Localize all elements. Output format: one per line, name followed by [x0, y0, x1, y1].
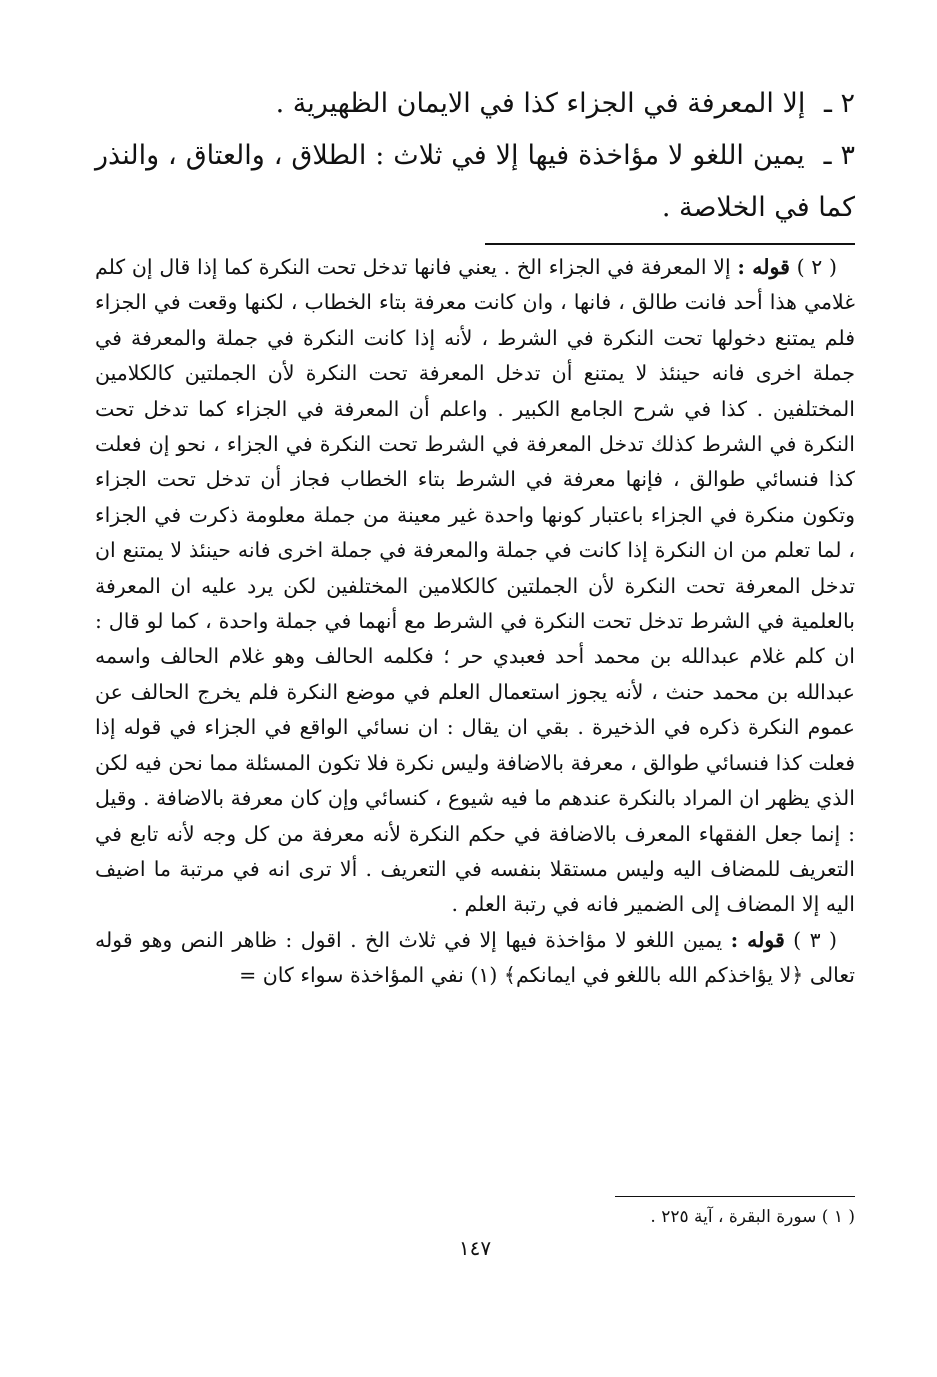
main-item-text: يمين اللغو لا مؤاخذة فيها إلا في ثلاث : الطلاق ، والعتاق ، والنذر كما في الخلاصة . — [95, 140, 855, 223]
main-item-3 — [95, 130, 855, 234]
main-item-2 — [95, 78, 855, 130]
main-item-text: إلا المعرفة في الجزاء كذا في الايمان الظهيرية . — [275, 88, 806, 119]
commentary-text: إلا المعرفة في الجزاء الخ . يعني فانها تدخل تحت النكرة كما إذا قال إن كلم غلامي هذا أحد فانت طالق ، فانها ، وان كانت معرفة بتاء الخطاب ، لكنها وقعت في الجزاء فلم يمتنع دخولها تحت النكرة في الشرط ، لأنه إذا كانت النكرة في جملة والمعرفة في جملة اخرى فانه حينئذ لا يمتنع أن تدخل المعرفة تحت النكرة لأن الجملتين كالكلامين المختلفين . كذا في شرح الجامع الكبير . واعلم أن المعرفة في الجزاء كما تدخل تحت النكرة في الشرط كذلك تدخل المعرفة في الشرط تحت النكرة في الجزاء ، نحو إن فعلت كذا فنسائي طوالق ، فإنها معرفة في الشرط بتاء الخطاب فجاز أن تدخل تحت الجزاء وتكون منكرة في الجزاء باعتبار كونها واحدة غير معينة من جملة معلومة ذكرت في الجزاء ، لما تعلم من ان النكرة إذا كانت في جملة والمعرفة في جملة اخرى فانه حينئذ لا يمتنع ان تدخل المعرفة تحت النكرة لأن الجملتين كالكلامين المختلفين لكن يرد عليه ان المعرفة بالعلمية في الشرط تدخل تحت النكرة في الشرط مع أنهما في جملة واحدة ، كما لو قال : ان كلم غلام عبدالله بن محمد أحد فعبدي حر ؛ فكلمه الحالف وهو غلام الحالف واسمه عبدالله بن محمد حنث ، لأنه يجوز استعمال العلم في موضع النكرة فلم يخرج الحالف عن عموم النكرة ذكره في الذخيرة . بقي ان يقال : ان نسائي الواقع في الجزاء في قوله إذا فعلت كذا فنسائي طوالق ، معرفة بالاضافة وليس نكرة فلا تكون المسئلة مما نحن فيه لكن الذي يظهر ان المراد بالنكرة عندهم ما فيه شيوع ، كنسائي وإن كان معرفة بالاضافة . وقيل : إنما جعل الفقهاء المعرف بالاضافة في حكم النكرة لأنه معرفة من كل وجه لأنه تابع في التعريف للمضاف اليه وليس مستقلا بنفسه في التعريف . ألا ترى انه في مرتبة ما اضيف اليه إلا المضاف إلى الضمير فانه في رتبة العلم . — [95, 255, 855, 917]
commentary-number: ( ٣ ) — [793, 927, 837, 952]
main-text — [95, 78, 855, 234]
commentary-number: ( ٢ ) — [796, 255, 837, 279]
footnote-divider — [615, 1196, 855, 1197]
footnote: ( ١ ) سورة البقرة ، آية ٢٢٥ . — [650, 1207, 855, 1227]
page-number: ١٤٧ — [458, 1236, 492, 1260]
commentary-label: قوله : — [737, 255, 790, 279]
commentary — [95, 250, 855, 994]
commentary-label: قوله : — [730, 927, 785, 952]
book-page — [95, 78, 855, 1260]
commentary-text: يمين اللغو لا مؤاخذة فيها إلا في ثلاث الخ . اقول : ظاهر النص وهو قوله تعالى ﴿لا يؤاخذكم الله باللغو في ايمانكم﴾ (١) نفي المؤاخذة سواء كان = — [95, 927, 855, 988]
commentary-paragraph-2 — [95, 250, 855, 923]
main-text-divider — [485, 243, 855, 245]
commentary-paragraph-3 — [95, 923, 855, 994]
main-item-number: ٣ ـ — [823, 140, 855, 171]
main-item-number: ٢ ـ — [823, 88, 855, 119]
